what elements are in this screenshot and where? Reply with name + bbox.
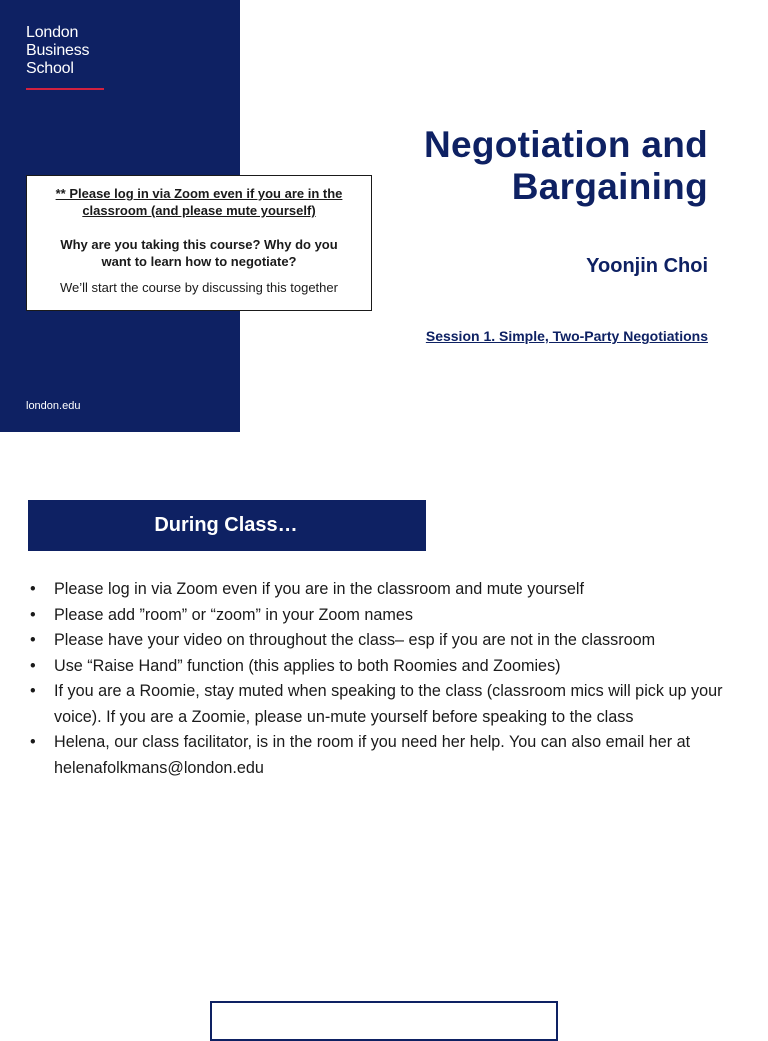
logo-line: Business: [26, 42, 90, 59]
notice-question: Why are you taking this course? Why do you: [60, 237, 338, 252]
logo-line: London: [26, 24, 79, 41]
notice-instruction: ** Please log in via Zoom even if you are in the: [55, 186, 343, 201]
bullet-icon: •: [30, 733, 36, 751]
list-item-text: Please log in via Zoom even if you are in the classroom and mute yourself: [54, 580, 584, 598]
spacer: [27, 219, 371, 236]
section-header: During Class…: [28, 500, 426, 551]
bullet-icon: •: [30, 580, 36, 598]
spacer: [27, 270, 371, 279]
notice-instruction: classroom (and please mute yourself): [82, 203, 316, 218]
next-slide-box: [210, 1001, 558, 1041]
list-item: [30, 730, 740, 781]
notice-question: want to learn how to negotiate?: [101, 254, 297, 269]
list-item-text: Please add ”room” or “zoom” in your Zoom names: [54, 605, 413, 624]
list-item-text: Use “Raise Hand” function (this applies to both Roomies and Zoomies): [54, 656, 561, 675]
title-line: Bargaining: [511, 166, 708, 207]
logo-line: School: [26, 60, 74, 77]
list-item-text: If you are a Roomie, stay muted when speaking to the class (classroom mics will pick up your voice). If you are a Zoomie, please un-mute yourself before speaking to the class: [54, 682, 723, 726]
title-line: Negotiation and: [423, 124, 708, 165]
list-item: [30, 628, 740, 654]
session-title: Session 1. Simple, Two-Party Negotiations: [425, 328, 708, 344]
class-guidelines-list: [30, 577, 740, 781]
notice-box: [26, 175, 372, 311]
logo-divider: [26, 88, 104, 90]
bullet-icon: •: [30, 682, 36, 700]
list-item-text: Please have your video on throughout the class– esp if you are not in the classroom: [54, 631, 656, 649]
course-title: [424, 124, 708, 208]
bullet-icon: •: [30, 656, 36, 675]
notice-closing: We’ll start the course by discussing this together: [60, 280, 338, 295]
list-item: [30, 577, 740, 603]
bullet-icon: •: [30, 631, 36, 649]
list-item-text: Helena, our class facilitator, is in the room if you need her help. You can also email her at helenafolkmans@london.edu: [54, 733, 691, 777]
list-item: [30, 679, 740, 730]
list-item: [30, 654, 740, 680]
list-item: [30, 603, 740, 629]
author-name: Yoonjin Choi: [586, 255, 708, 277]
bullet-icon: •: [30, 605, 36, 624]
london-business-school-logo: [26, 24, 89, 78]
website-url: london.edu: [26, 400, 81, 412]
